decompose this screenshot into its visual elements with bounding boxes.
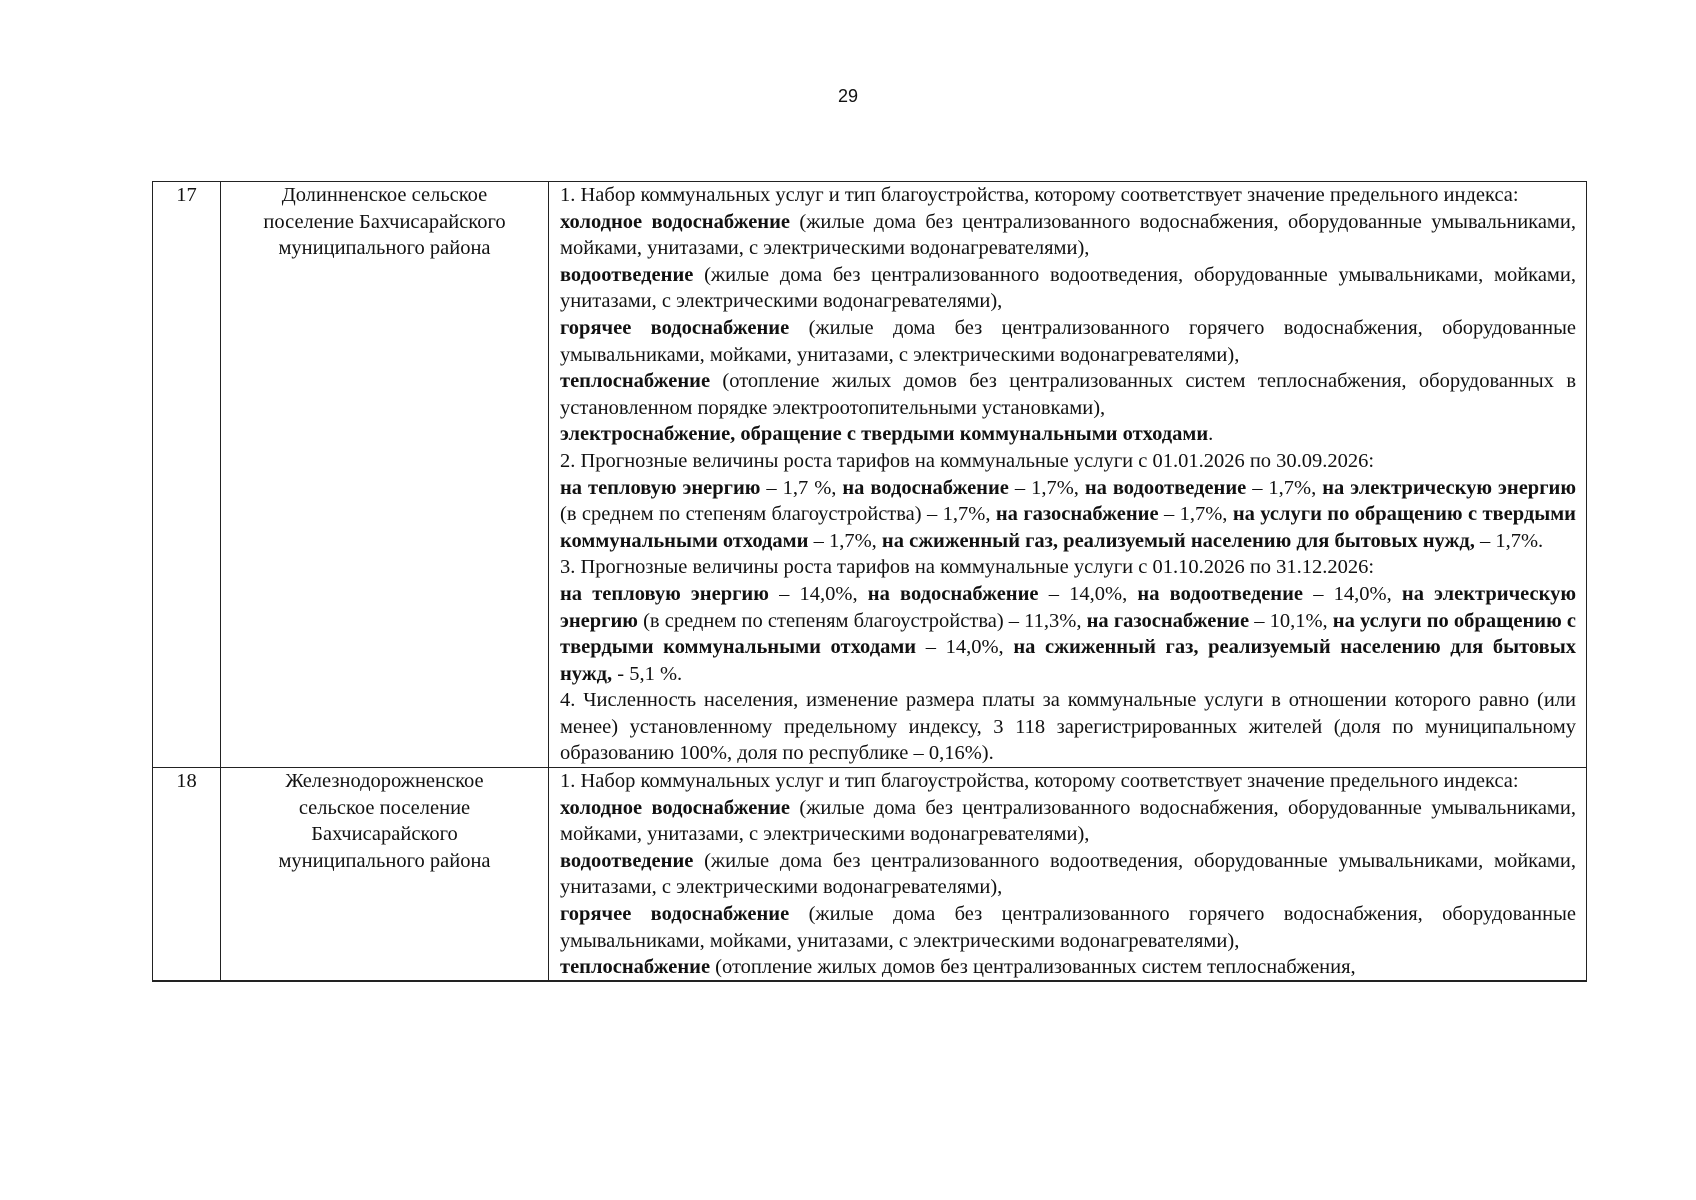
service-item-heating: [560, 368, 1576, 421]
service-item-hot-water: [560, 315, 1576, 368]
services-set-intro: 1. Набор коммунальных услуг и тип благоустройства, которому соответствует значение предельного индекса:: [560, 184, 1519, 206]
tariff-label: на сжиженный газ, реализуемый населению для бытовых нужд,: [560, 636, 1576, 685]
service-item-drainage: [560, 262, 1576, 315]
tariff-forecast-values-1: [560, 475, 1576, 555]
utility-index-table: [152, 181, 1587, 982]
service-description: (жилые дома без централизованного горячего водоснабжения, оборудованные умывальниками, мойками, унитазами, с электрическими водонагревателями),: [560, 316, 1576, 366]
tariff-label: на сжиженный газ, реализуемый населению для бытовых нужд,: [881, 529, 1475, 552]
service-item-heating: [560, 954, 1576, 980]
tariff-label: на тепловую энергию: [560, 476, 761, 499]
tariff-label: на водоотведение: [1084, 476, 1247, 499]
service-description: (жилые дома без централизованного водоснабжения, оборудованные умывальниками, мойками, унитазами, с электрическими водонагревателями),: [560, 796, 1576, 846]
municipality-name-line: муниципального района: [278, 237, 491, 260]
municipality-details: [549, 768, 1587, 982]
service-label: водоотведение: [560, 849, 694, 872]
tariff-label: на газоснабжение: [995, 503, 1159, 526]
service-label: горячее водоснабжение: [560, 316, 790, 339]
municipality-name-line: поселение Бахчисарайского: [263, 210, 506, 233]
tariff-value: – 14,0%,: [768, 582, 868, 605]
service-item-electricity-waste: электроснабжение, обращение с твердыми коммунальными отходами.: [560, 423, 1214, 446]
row-number: 17: [153, 182, 221, 768]
service-description: (жилые дома без централизованного водоотведения, оборудованные умывальниками, мойками, унитазами, с электрическими водонагревателями),: [560, 849, 1576, 899]
tariff-label: на тепловую энергию: [560, 582, 769, 605]
municipality-details: [549, 182, 1587, 768]
service-label: холодное водоснабжение: [560, 210, 791, 233]
service-item-hot-water: [560, 901, 1576, 954]
service-item-cold-water: [560, 209, 1576, 262]
tariff-value: – 1,7%.: [1474, 529, 1544, 552]
tariff-value: – 10,1%,: [1249, 609, 1333, 632]
tariff-label: на газоснабжение: [1086, 609, 1250, 632]
municipality-name-line: Бахчисарайского: [311, 823, 458, 846]
municipality-name: [221, 768, 549, 982]
service-description: (жилые дома без централизованного водоснабжения, оборудованные умывальниками, мойками, унитазами, с электрическими водонагревателями),: [560, 210, 1576, 260]
table-row-18: [153, 768, 1587, 982]
page-number: 29: [837, 86, 859, 106]
tariff-value: – 1,7 %,: [760, 476, 843, 499]
population-statement: 4. Численность населения, изменение размера платы за коммунальные услуги в отношении которого равно (или менее) установленному предельному индексу, 3 118 зарегистрированных жителей (доля по муниципальному образованию 100%, доля по республике – 0,16%).: [560, 689, 1576, 765]
service-description: (отопление жилых домов без централизованных систем теплоснабжения, оборудованных в установленном порядке электроотопительными установками),: [560, 370, 1576, 419]
tariff-label: на водоснабжение: [842, 476, 1009, 499]
tariff-forecast-intro-1: 2. Прогнозные величины роста тарифов на коммунальные услуги с 01.01.2026 по 30.09.2026:: [560, 449, 1375, 472]
municipality-name-line: Железнодорожненское: [285, 770, 484, 793]
tariff-label: на электрическую энергию: [1322, 476, 1576, 499]
tariff-label: на водоснабжение: [867, 582, 1039, 605]
tariff-value: – 1,7%,: [1008, 476, 1085, 499]
service-item-drainage: [560, 848, 1576, 901]
municipality-name-line: сельское поселение: [298, 796, 471, 819]
tariff-value: – 1,7%,: [808, 529, 882, 552]
tariff-value: – 1,7%,: [1246, 476, 1323, 499]
tariff-value: (в среднем по степеням благоустройства) – 11,3%,: [637, 609, 1087, 632]
service-label: электроснабжение, обращение с твердыми коммунальными отходами: [560, 423, 1209, 446]
municipality-name-line: Долинненское сельское: [281, 184, 488, 206]
tariff-value: – 1,7%,: [1158, 503, 1233, 526]
service-item-cold-water: [560, 795, 1576, 848]
municipality-name-line: муниципального района: [278, 849, 491, 872]
service-label: холодное водоснабжение: [560, 796, 791, 819]
municipality-name: [221, 182, 549, 768]
service-description: (отопление жилых домов без централизованных систем теплоснабжения,: [710, 956, 1356, 979]
tariff-label: на электрическую энергию: [560, 582, 1577, 632]
service-label: горячее водоснабжение: [560, 903, 790, 926]
tariff-value: – 14,0%,: [916, 636, 1014, 659]
service-label: теплоснабжение: [560, 370, 711, 393]
tariff-label: на услуги по обращению с твердыми коммунальными отходами: [560, 609, 1576, 659]
tariff-label: на услуги по обращению с твердыми коммунальными отходами: [560, 503, 1576, 552]
table-row-17: [153, 182, 1587, 768]
tariff-value: (в среднем по степеням благоустройства) – 1,7%,: [560, 503, 996, 526]
row-number: 18: [153, 768, 221, 982]
tariff-value: – 14,0%,: [1038, 582, 1138, 605]
tariff-forecast-values-2: [560, 581, 1576, 687]
service-label: теплоснабжение: [560, 956, 711, 979]
tariff-value: – 14,0%,: [1303, 582, 1402, 605]
tariff-forecast-intro-2: 3. Прогнозные величины роста тарифов на коммунальные услуги с 01.10.2026 по 31.12.2026:: [560, 556, 1375, 579]
tariff-label: на водоотведение: [1137, 582, 1304, 605]
service-description: (жилые дома без централизованного водоотведения, оборудованные умывальниками, мойками, унитазами, с электрическими водонагревателями),: [560, 263, 1576, 313]
service-label: водоотведение: [560, 263, 694, 286]
service-description: (жилые дома без централизованного горячего водоснабжения, оборудованные умывальниками, мойками, унитазами, с электрическими водонагревателями),: [560, 903, 1576, 952]
tariff-value: - 5,1 %.: [612, 662, 683, 685]
services-set-intro: 1. Набор коммунальных услуг и тип благоустройства, которому соответствует значение предельного индекса:: [560, 770, 1519, 793]
